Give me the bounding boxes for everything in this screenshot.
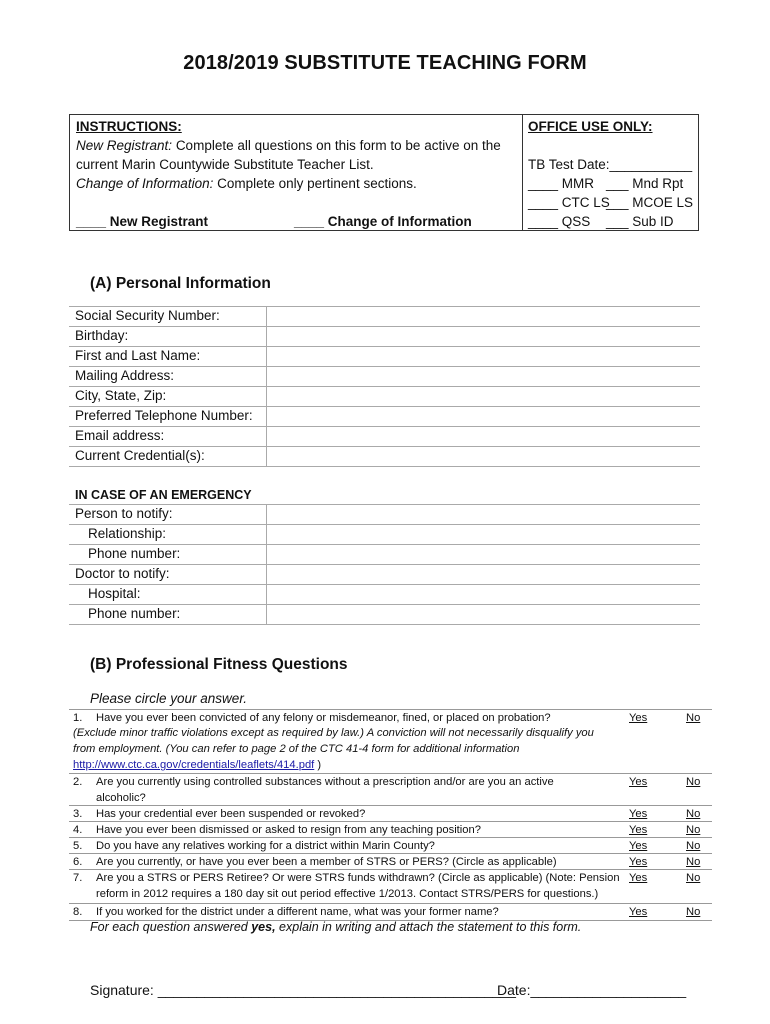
footer-pre: For each question answered bbox=[90, 920, 252, 934]
field-label: Relationship: bbox=[88, 526, 167, 541]
field-row[interactable] bbox=[69, 346, 700, 366]
field-label: Email address: bbox=[75, 428, 165, 443]
no-option[interactable]: No bbox=[686, 712, 701, 724]
question-row bbox=[69, 837, 712, 854]
question-note: from employment. (You can refer to page 2 of the CTC 41-4 form for additional information bbox=[73, 743, 520, 755]
yes-option[interactable]: Yes bbox=[629, 808, 648, 820]
field-label: First and Last Name: bbox=[75, 348, 201, 363]
no-option[interactable]: No bbox=[686, 824, 701, 836]
question-row bbox=[69, 903, 712, 921]
field-row[interactable] bbox=[69, 544, 700, 564]
ctc-link[interactable]: http://www.ctc.ca.gov/credentials/leaflets/414.pdf bbox=[73, 759, 315, 771]
question-link-line bbox=[73, 757, 321, 773]
yes-option[interactable]: Yes bbox=[629, 872, 648, 884]
office-ctc-ls: ____ CTC LS bbox=[528, 195, 610, 210]
office-mnd-rpt: ___ Mnd Rpt bbox=[606, 176, 684, 191]
no-option[interactable]: No bbox=[686, 776, 701, 788]
field-row[interactable] bbox=[69, 564, 700, 584]
footer-bold: yes, bbox=[251, 920, 276, 934]
question-row bbox=[69, 853, 712, 870]
row-divider bbox=[69, 624, 700, 625]
field-label: Social Security Number: bbox=[75, 308, 220, 323]
field-label: Current Credential(s): bbox=[75, 448, 205, 463]
yes-option[interactable]: Yes bbox=[629, 840, 648, 852]
signature-field[interactable]: Signature: ______________________________________________ bbox=[90, 982, 516, 998]
question-row bbox=[69, 821, 712, 838]
yes-option[interactable]: Yes bbox=[629, 776, 648, 788]
office-qss: ____ QSS bbox=[528, 214, 591, 229]
field-row[interactable] bbox=[69, 604, 700, 624]
footer-instruction bbox=[90, 920, 581, 934]
question-number: 2. bbox=[73, 776, 83, 788]
tb-test-date: TB Test Date:___________ bbox=[528, 157, 693, 172]
field-row[interactable] bbox=[69, 326, 700, 346]
field-label: Birthday: bbox=[75, 328, 129, 343]
field-label: Person to notify: bbox=[75, 506, 173, 521]
yes-option[interactable]: Yes bbox=[629, 824, 648, 836]
field-row[interactable] bbox=[69, 386, 700, 406]
link-close: ) bbox=[314, 759, 322, 771]
change-text: Complete only pertinent sections. bbox=[217, 176, 417, 191]
field-row[interactable] bbox=[69, 426, 700, 446]
instructions-heading: INSTRUCTIONS: bbox=[76, 119, 182, 134]
question-number: 1. bbox=[73, 712, 83, 724]
no-option[interactable]: No bbox=[686, 906, 701, 918]
field-row[interactable] bbox=[69, 504, 700, 524]
field-row[interactable] bbox=[69, 406, 700, 426]
question-text: Have you ever been dismissed or asked to resign from any teaching position? bbox=[96, 824, 481, 836]
no-option[interactable]: No bbox=[686, 840, 701, 852]
change-of-information-checkbox[interactable]: ____ Change of Information bbox=[294, 214, 472, 229]
field-row[interactable] bbox=[69, 584, 700, 604]
question-text: Are you a STRS or PERS Retiree? Or were STRS funds withdrawn? (Circle as applicable) (Note: Pension reform in 2012 requires a 180 day sit out period effective 1/2013. Contact STRS/PERS for questions.) bbox=[96, 872, 620, 900]
emergency-heading: IN CASE OF AN EMERGENCY bbox=[75, 488, 252, 502]
yes-option[interactable]: Yes bbox=[629, 856, 648, 868]
date-field[interactable]: Date:____________________ bbox=[497, 982, 687, 998]
question-row bbox=[69, 805, 712, 822]
question-row bbox=[69, 869, 712, 904]
field-row[interactable] bbox=[69, 524, 700, 544]
office-use-heading: OFFICE USE ONLY: bbox=[528, 119, 653, 134]
question-text: Has your credential ever been suspended or revoked? bbox=[96, 808, 366, 820]
field-row[interactable] bbox=[69, 366, 700, 386]
question-text: If you worked for the district under a different name, what was your former name? bbox=[96, 906, 499, 918]
section-a-heading: (A) Personal Information bbox=[90, 275, 271, 292]
no-option[interactable]: No bbox=[686, 872, 701, 884]
box-divider bbox=[522, 115, 523, 230]
section-b-heading: (B) Professional Fitness Questions bbox=[90, 656, 348, 673]
field-label: Doctor to notify: bbox=[75, 566, 170, 581]
question-text: Are you currently, or have you ever been a member of STRS or PERS? (Circle as applicable) bbox=[96, 856, 557, 868]
question-text: Are you currently using controlled substances without a prescription and/or are you an active alcoholic? bbox=[96, 776, 554, 804]
change-instruction bbox=[76, 174, 417, 193]
no-option[interactable]: No bbox=[686, 808, 701, 820]
office-mcoe-ls: ___ MCOE LS bbox=[606, 195, 694, 210]
footer-post: explain in writing and attach the statement to this form. bbox=[275, 920, 582, 934]
form-title: 2018/2019 SUBSTITUTE TEACHING FORM bbox=[183, 52, 587, 74]
field-label: City, State, Zip: bbox=[75, 388, 167, 403]
question-number: 5. bbox=[73, 840, 83, 852]
question-number: 7. bbox=[73, 872, 83, 884]
question-text: Do you have any relatives working for a district within Marin County? bbox=[96, 840, 435, 852]
field-label: Mailing Address: bbox=[75, 368, 175, 383]
question-number: 6. bbox=[73, 856, 83, 868]
new-registrant-text-2: current Marin Countywide Substitute Teacher List. bbox=[76, 157, 374, 172]
field-label: Phone number: bbox=[88, 546, 181, 561]
office-mmr: ____ MMR bbox=[528, 176, 595, 191]
row-divider bbox=[69, 466, 700, 467]
field-row[interactable] bbox=[69, 446, 700, 466]
new-registrant-instruction bbox=[76, 136, 501, 155]
office-sub-id: ___ Sub ID bbox=[606, 214, 674, 229]
circle-note: Please circle your answer. bbox=[90, 691, 248, 706]
field-label: Phone number: bbox=[88, 606, 181, 621]
no-option[interactable]: No bbox=[686, 856, 701, 868]
question-number: 4. bbox=[73, 824, 83, 836]
new-registrant-checkbox[interactable]: ____ New Registrant bbox=[76, 214, 209, 229]
field-label: Preferred Telephone Number: bbox=[75, 408, 253, 423]
new-registrant-label: New Registrant: bbox=[76, 138, 173, 153]
field-row[interactable] bbox=[69, 306, 700, 326]
question-row bbox=[69, 773, 712, 806]
question-note: (Exclude minor traffic violations except as required by law.) A conviction will not necessarily disqualify you bbox=[73, 727, 594, 739]
question-number: 3. bbox=[73, 808, 83, 820]
yes-option[interactable]: Yes bbox=[629, 712, 648, 724]
field-label: Hospital: bbox=[88, 586, 141, 601]
question-text: Have you ever been convicted of any felony or misdemeanor, fined, or placed on probation? bbox=[96, 712, 551, 724]
new-registrant-text: Complete all questions on this form to be active on the bbox=[175, 138, 501, 153]
question-number: 8. bbox=[73, 906, 83, 918]
change-label: Change of Information: bbox=[76, 176, 214, 191]
yes-option[interactable]: Yes bbox=[629, 906, 648, 918]
